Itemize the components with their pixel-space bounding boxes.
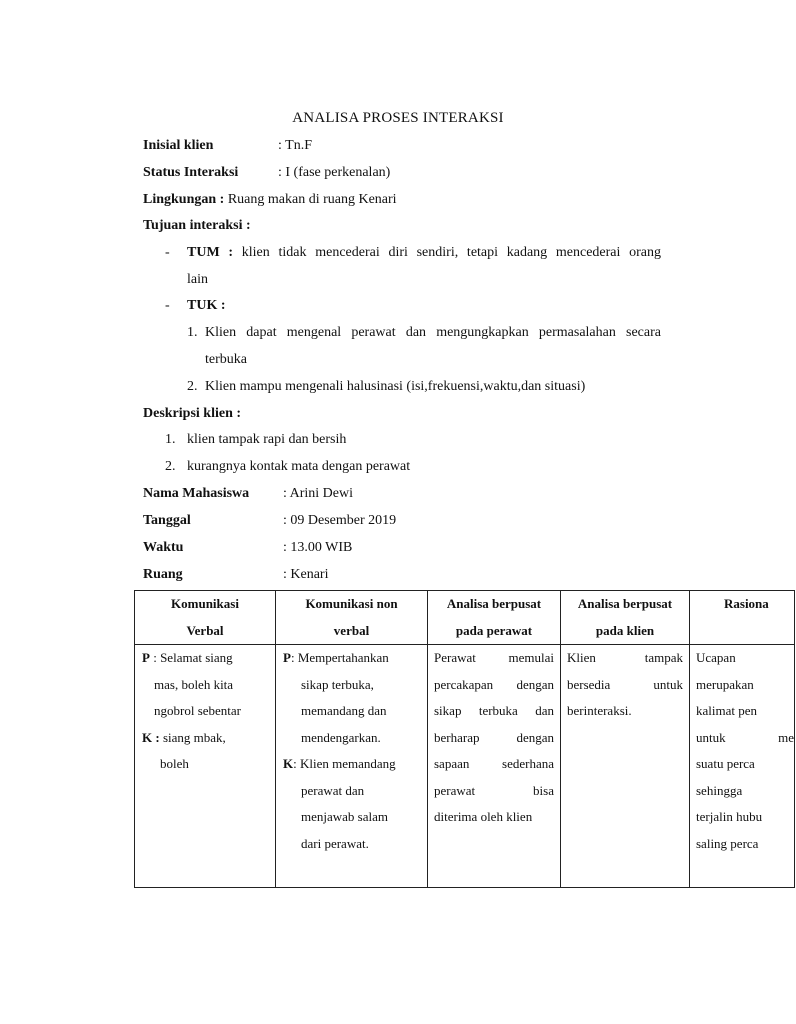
- status-label: Status Interaksi: [143, 165, 239, 180]
- tujuan-label: Tujuan interaksi :: [143, 218, 251, 233]
- header-analisa-klien: Analisa berpusat pada klien: [561, 591, 690, 645]
- header-komunikasi-verbal: Komunikasi Verbal: [135, 591, 276, 645]
- tum-text: klien tidak mencederai diri sendiri, tetapi kadang mencederai orang: [241, 245, 662, 260]
- nonverbal-p-text-4: mendengarkan.: [301, 729, 381, 745]
- inisial-label: Inisial klien: [143, 138, 214, 153]
- cell-verbal: P : Selamat siang mas, boleh kita ngobrol sebentar K : siang mbak, boleh: [135, 645, 276, 888]
- cell-analisa-perawat: Perawat memulai percakapan dengan sikap terbuka dan berharap dengan sapaan sederhana perawat bisa diterima oleh klien: [428, 645, 561, 888]
- table-header-row: [135, 591, 795, 645]
- page-title: ANALISA PROSES INTERAKSI: [292, 110, 504, 126]
- tanggal-value: : 09 Desember 2019: [283, 513, 397, 528]
- lingkungan-row: [143, 192, 397, 208]
- nonverbal-p-text-3: memandang dan: [301, 703, 387, 718]
- interaction-table: [134, 590, 795, 888]
- nonverbal-k-text-4: dari perawat.: [301, 835, 369, 851]
- tum-label: TUM :: [187, 245, 234, 260]
- tuk-item-2-num: 2.: [187, 379, 198, 394]
- waktu-label: Waktu: [143, 540, 184, 555]
- tuk-item-2-line1: Klien mampu mengenali halusinasi (isi,frekuensi,waktu,dan situasi): [205, 379, 586, 394]
- cell-analisa-klien: Klien tampak bersedia untuk berinteraksi.: [561, 645, 690, 888]
- status-value: : I (fase perkenalan): [278, 165, 391, 180]
- deskripsi-item-2-num: 2.: [165, 459, 176, 474]
- waktu-value: : 13.00 WIB: [283, 540, 353, 555]
- tum-dash: -: [165, 245, 170, 260]
- verbal-p-text-2: mas, boleh kita: [154, 676, 234, 692]
- verbal-k-label: K :: [142, 729, 160, 745]
- nonverbal-p-text-1: Mempertahankan: [297, 650, 389, 665]
- inisial-value: : Tn.F: [278, 138, 312, 153]
- nama-label: Nama Mahasiswa: [143, 486, 250, 501]
- header-rasional: Rasiona: [690, 591, 795, 645]
- cell-nonverbal: P: Mempertahankan sikap terbuka, memandang dan mendengarkan. K: Klien memandang perawat dan menjawab salam dari perawat.: [276, 645, 428, 888]
- nonverbal-k-text-3: menjawab salam: [301, 809, 388, 824]
- verbal-p-text-1: Selamat siang: [160, 650, 233, 665]
- nonverbal-k-label: K: [283, 756, 294, 771]
- deskripsi-label: Deskripsi klien :: [143, 406, 242, 421]
- tuk-label: TUK :: [187, 298, 226, 313]
- header-komunikasi-nonverbal: Komunikasi non verbal: [276, 591, 428, 645]
- nonverbal-p-label: P: [283, 650, 291, 665]
- nama-value: : Arini Dewi: [283, 486, 353, 501]
- nonverbal-p-text-2: sikap terbuka,: [301, 676, 374, 692]
- tanggal-label: Tanggal: [143, 513, 191, 528]
- deskripsi-item-1: klien tampak rapi dan bersih: [187, 432, 347, 447]
- nonverbal-k-text-2: perawat dan: [301, 782, 365, 798]
- verbal-p-label: P: [142, 650, 150, 665]
- nonverbal-k-text-1: Klien memandang: [300, 756, 396, 771]
- tum-line2: lain: [187, 272, 208, 287]
- table-row: [135, 645, 795, 888]
- cell-rasional: Ucapan merupakan kalimat pen untuk me suatu perca sehingga terjalin hubu saling perca: [690, 645, 795, 888]
- header-analisa-perawat: Analisa berpusat pada perawat: [428, 591, 561, 645]
- verbal-p-text-3: ngobrol sebentar: [154, 703, 242, 718]
- ruang-label: Ruang: [143, 567, 183, 582]
- deskripsi-item-2: kurangnya kontak mata dengan perawat: [187, 459, 411, 474]
- deskripsi-item-1-num: 1.: [165, 432, 176, 447]
- lingkungan-value: Ruang makan di ruang Kenari: [227, 192, 397, 207]
- verbal-k-text-2: boleh: [160, 756, 189, 771]
- tuk-item-1-num: 1.: [187, 325, 198, 340]
- ruang-value: : Kenari: [283, 567, 329, 582]
- tuk-item-1-line2: terbuka: [205, 352, 247, 367]
- verbal-k-text-1: siang mbak,: [159, 729, 226, 745]
- tum-line1: [187, 245, 661, 261]
- lingkungan-label: Lingkungan :: [143, 192, 225, 207]
- tuk-dash: -: [165, 298, 170, 313]
- tuk-item-1-line1: Klien dapat mengenal perawat dan mengungkapkan permasalahan secara: [205, 325, 661, 340]
